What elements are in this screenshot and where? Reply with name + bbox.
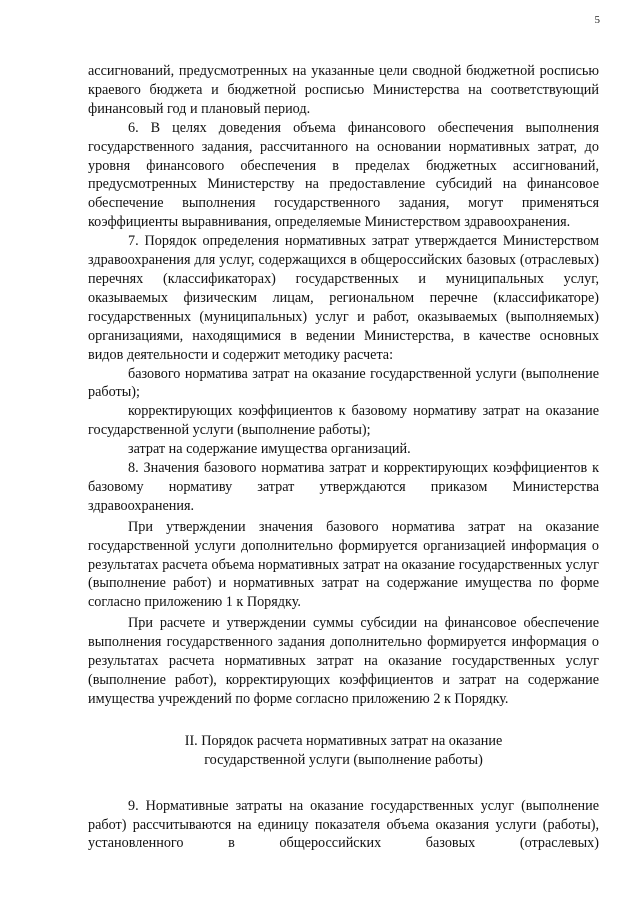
list-item-correction-coefficients: корректирующих коэффициентов к базовому нормативу затрат на оказание государственной услуги (выполнение работы); — [88, 403, 599, 439]
section-heading — [88, 732, 599, 770]
paragraph-continuation: ассигнований, предусмотренных на указанные цели сводной бюджетной росписью краевого бюджета и бюджетной росписью Министерства на соответствующий финансовый год и плановый период. — [88, 63, 599, 117]
paragraph-8: 8. Значения базового норматива затрат и корректирующих коэффициентов к базовому нормативу затрат утверждаются приказом Министерства здравоохранения. — [88, 460, 599, 514]
paragraph-7: 7. Порядок определения нормативных затрат утверждается Министерством здравоохранения для услуг, содержащихся в общероссийских базовых (отраслевых) перечнях (классификаторах) государственных и муниципальных услуг, оказываемых физическим лицам, региональном перечне (классификаторе) государственных (муниципальных) услуг и работ, оказываемых (выполняемых) организациями, находящимися в ведении Министерства, в качестве основных видов деятельности и содержит методику расчета: — [88, 233, 599, 363]
paragraph-subsidy-info: При расчете и утверждении суммы субсидии на финансовое обеспечение выполнения государственного задания дополнительно формируется информация о результатах расчета нормативных затрат на оказание государственных услуг (выполнение работ), корректирующих коэффициентов и затрат на содержание имущества учреждений по форме согласно приложению 2 к Порядку. — [88, 615, 599, 707]
paragraph-9: 9. Нормативные затраты на оказание государственных услуг (выполнение работ) рассчитываются на единицу показателя объема оказания услуги (работы), установленного в общероссийских базовых (отраслевых) — [88, 797, 599, 852]
paragraph-6: 6. В целях доведения объема финансового обеспечения выполнения государственного задания, рассчитанного на основании нормативных затрат, до уровня финансового обеспечения в пределах бюджетных ассигнований, предусмотренных Министерству на предоставление субсидий на финансовое обеспечение выполнения государственного задания, могут применяться коэффициенты выравнивания, определяемые Министерством здравоохранения. — [88, 119, 599, 231]
list-item-property-costs: затрат на содержание имущества организаций. — [128, 441, 411, 458]
section-heading-line-2: государственной услуги (выполнение работы) — [204, 751, 483, 768]
list-item-base-norm: базового норматива затрат на оказание государственной услуги (выполнение работы); — [88, 365, 599, 401]
section-heading-line-1: II. Порядок расчета нормативных затрат на оказание — [184, 732, 503, 749]
paragraph-approval-info: При утверждении значения базового норматива затрат на оказание государственной услуги дополнительно формируется организацией информация о результатах расчета объема нормативных затрат на оказание государственных услуг (выполнение работ) и нормативных затрат на содержание имущества по форме согласно приложению 1 к Порядку. — [88, 518, 599, 611]
document-body — [88, 62, 599, 853]
page-number: 5 — [594, 14, 600, 26]
